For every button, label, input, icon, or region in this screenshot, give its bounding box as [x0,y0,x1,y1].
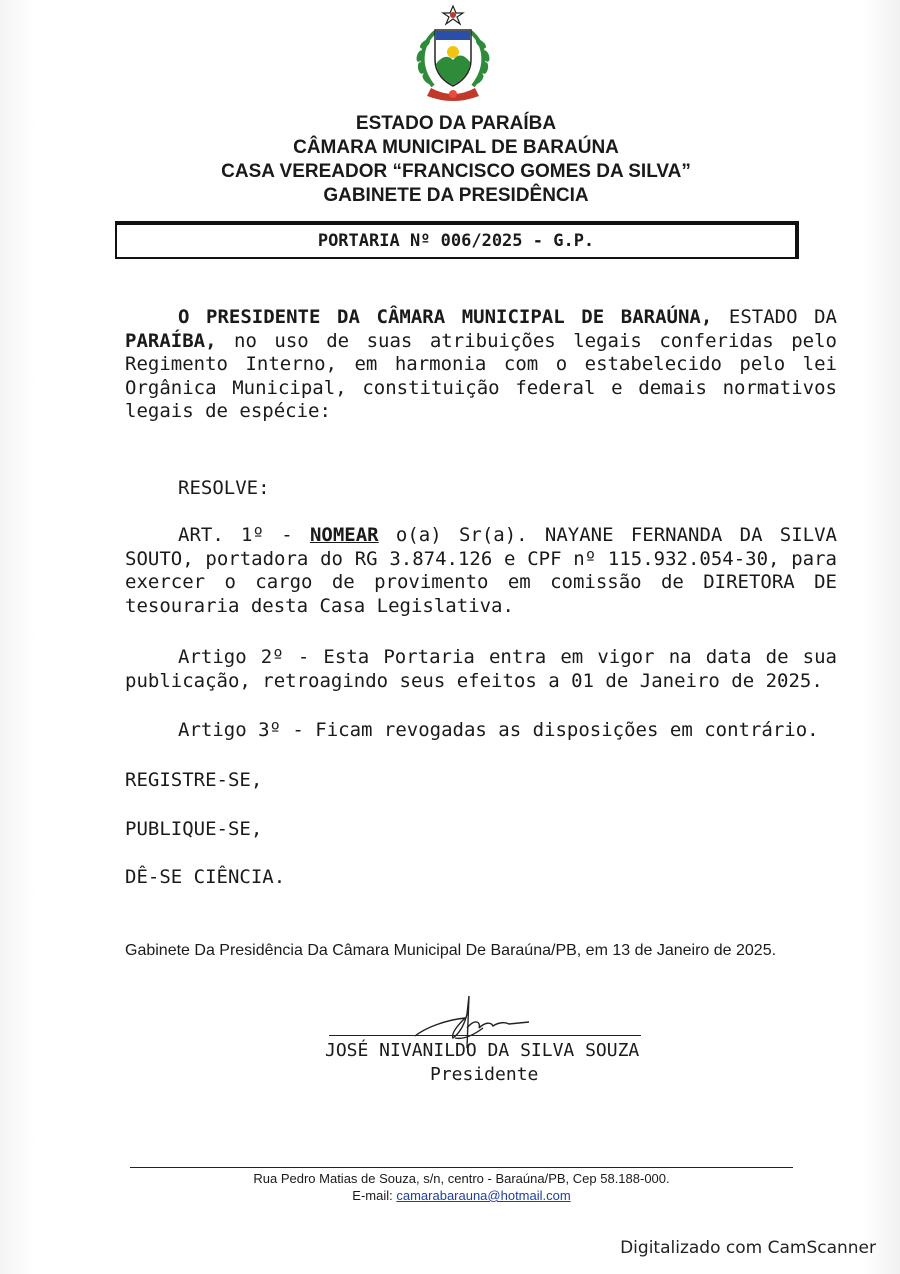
preamble-paragraph [125,306,837,424]
footer-address: Rua Pedro Matias de Souza, s/n, centro - Baraúna/PB, Cep 58.188-000. [253,1171,670,1186]
resolve-label: RESOLVE: [178,477,270,499]
article-1-verb: NOMEAR [309,524,379,546]
article-1-text: o(a) Sr(a). NAYANE FERNANDA DA SILVA SOUTO, portadora do RG 3.874.126 e CPF nº 115.932.054-30, para exercer o cargo de provimento em comissão de DIRETORA DE tesouraria desta Casa Legislativa. [125,524,837,617]
article-2 [125,646,837,693]
portaria-title: PORTARIA Nº 006/2025 - G.P. [317,231,595,251]
laurel-left [415,32,435,86]
article-3: Artigo 3º - Ficam revogadas as disposições em contrário. [178,719,819,741]
closing-register: REGISTRE-SE, [125,769,263,791]
article-1-lead: ART. 1º - [178,524,310,546]
footer-email-link[interactable]: camarabarauna@hotmail.com [396,1188,571,1203]
preamble-bold-state: PARAÍBA, [125,329,217,352]
header-state: ESTADO DA PARAÍBA [355,113,557,134]
footer-email-label: E-mail: [352,1188,397,1203]
laurel-right [471,32,491,86]
preamble-bold: O PRESIDENTE DA CÂMARA MUNICIPAL DE BARAÚNA, [178,306,713,328]
footer-email-row [130,1187,793,1204]
preamble-mid: ESTADO DA [712,306,837,328]
footer [130,1170,793,1204]
portaria-title-box [115,221,799,259]
article-1 [125,524,837,618]
closing-publish: PUBLIQUE-SE, [125,818,263,840]
footer-divider [130,1167,793,1168]
closing-notify: DÊ-SE CIÊNCIA. [125,866,286,888]
letterhead [0,112,900,208]
preamble-rest: no uso de suas atribuições legais conferidas pelo Regimento Interno, em harmonia com o estabelecido pelo lei Orgânica Municipal, constituição federal e demais normativos legais de espécie: [125,329,837,422]
article-2-text: Artigo 2º - Esta Portaria entra em vigor na data de sua publicação, retroagindo seus efeitos a 01 de Janeiro de 2025. [125,646,837,692]
header-house: CASA VEREADOR “FRANCISCO GOMES DA SILVA” [221,161,691,182]
header-office: GABINETE DA PRESIDÊNCIA [323,185,589,206]
signatory-name: JOSÉ NIVANILDO DA SILVA SOUZA [325,1040,640,1061]
star-emblem [443,6,463,24]
camscanner-watermark: Digitalizado com CamScanner [620,1238,876,1258]
shield [435,30,471,86]
header-chamber: CÂMARA MUNICIPAL DE BARAÚNA [293,137,619,158]
dateline: Gabinete Da Presidência Da Câmara Municipal De Baraúna/PB, em 13 de Janeiro de 2025. [125,942,777,959]
coat-of-arms [405,4,501,104]
ribbon [427,88,479,101]
signatory-role: Presidente [430,1064,539,1085]
